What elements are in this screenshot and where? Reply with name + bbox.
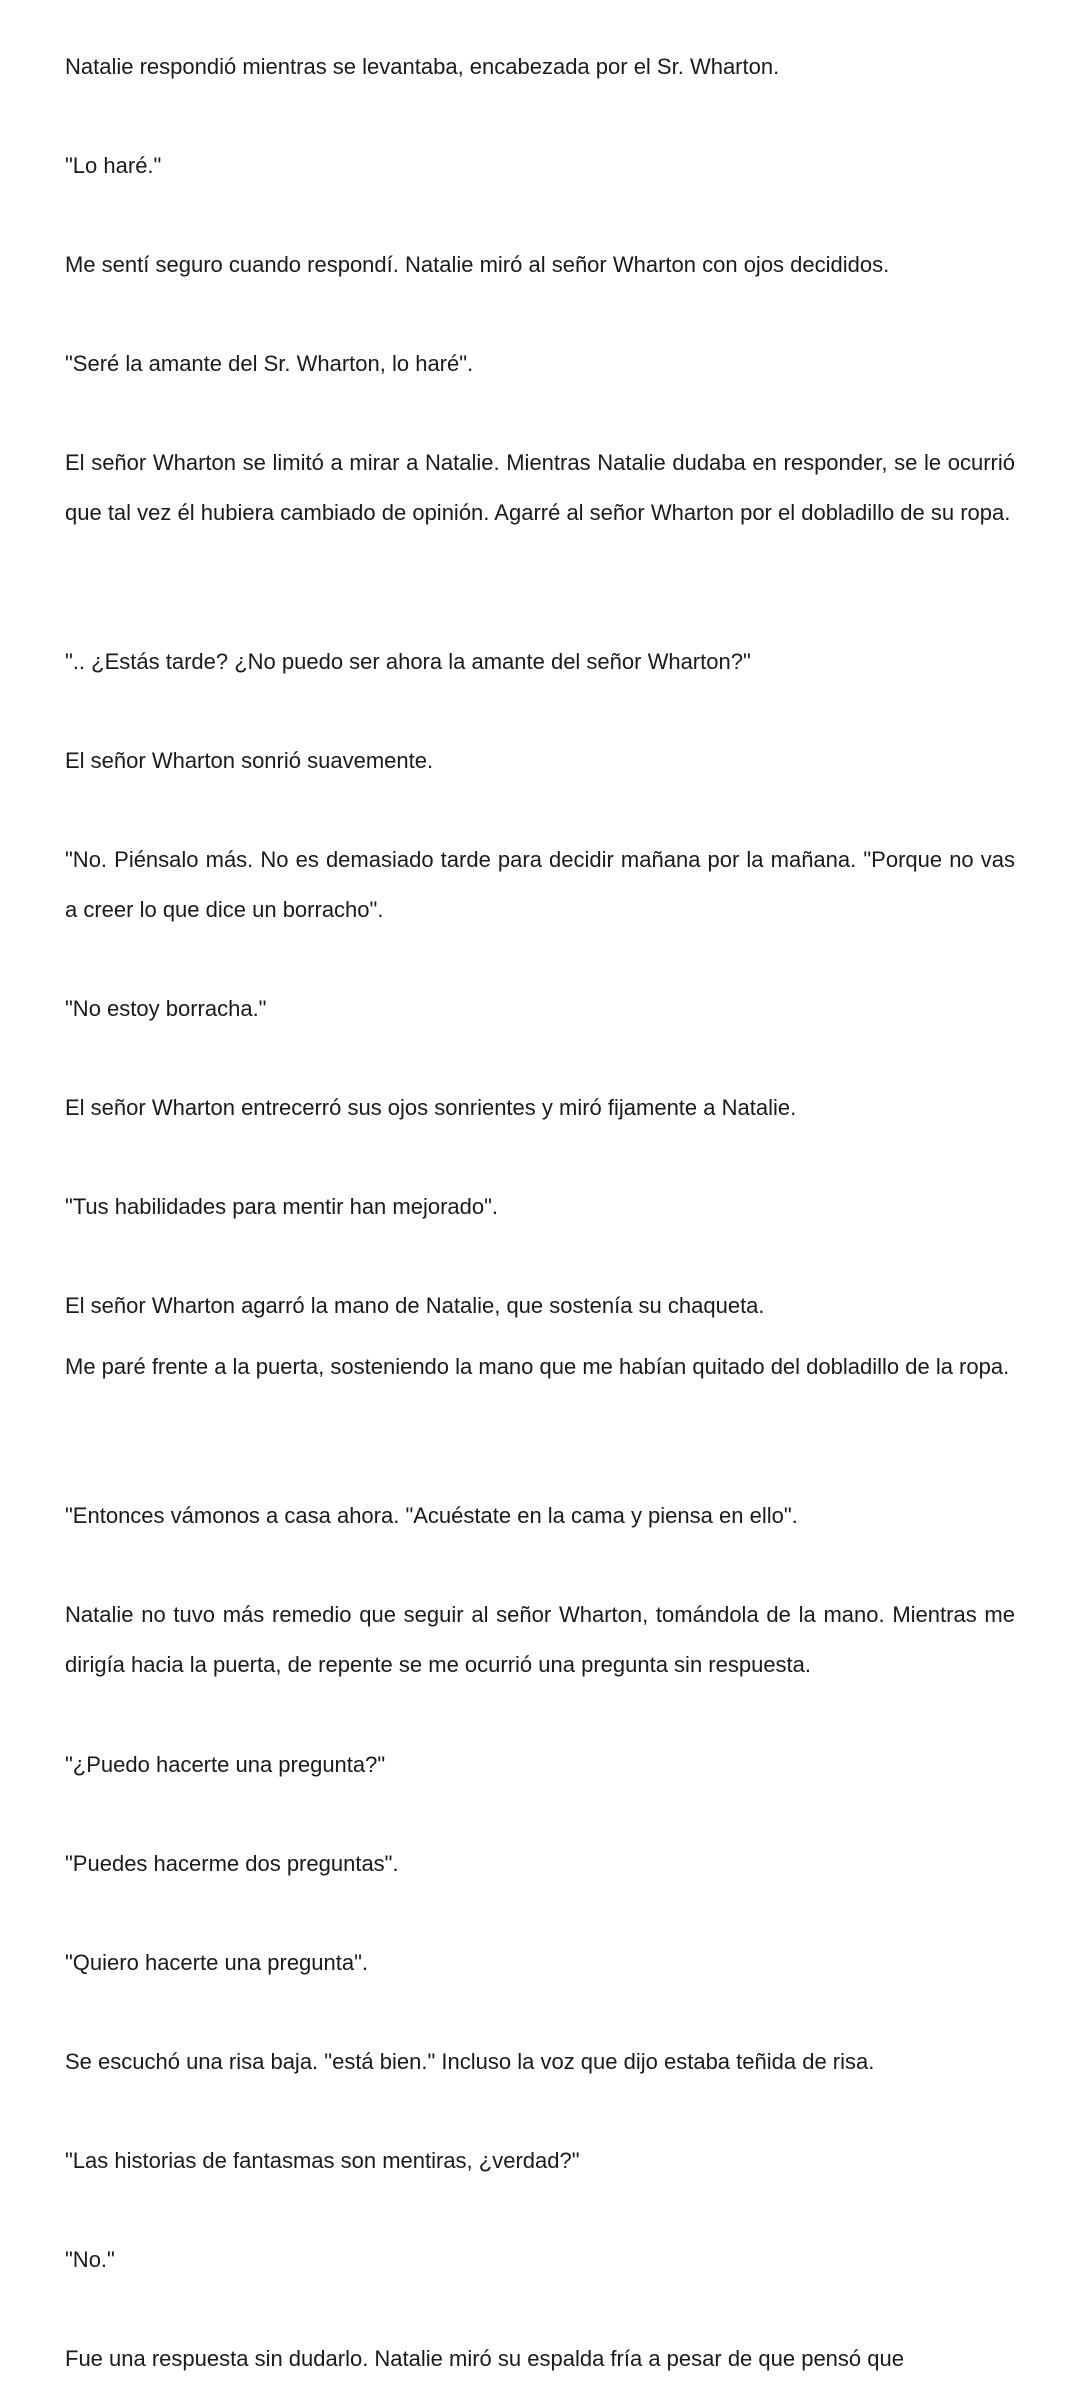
paragraph: Natalie respondió mientras se levantaba, encabezada por el Sr. Wharton.: [65, 54, 780, 79]
paragraph: "¿Puedo hacerte una pregunta?": [65, 1752, 386, 1777]
paragraph: "Puedes hacerme dos preguntas".: [65, 1851, 399, 1876]
paragraph: ".. ¿Estás tarde? ¿No puedo ser ahora la amante del señor Wharton?": [65, 649, 751, 674]
paragraph: "Seré la amante del Sr. Wharton, lo haré".: [65, 351, 474, 376]
paragraph: "Lo haré.": [65, 153, 162, 178]
paragraph: "Quiero hacerte una pregunta".: [65, 1950, 369, 1975]
paragraph: "Las historias de fantasmas son mentiras, ¿verdad?": [65, 2148, 580, 2173]
paragraph: El señor Wharton se limitó a mirar a Natalie. Mientras Natalie dudaba en responder, se le ocurrió que tal vez él hubiera cambiado de opinión. Agarré al señor Wharton por el dobladillo de su ropa.: [65, 450, 1015, 525]
paragraph: "No. Piénsalo más. No es demasiado tarde para decidir mañana por la mañana. "Porque no vas a creer lo que dice un borracho".: [65, 847, 1015, 922]
paragraph: Natalie no tuvo más remedio que seguir al señor Wharton, tomándola de la mano. Mientras me dirigía hacia la puerta, de repente se me ocurrió una pregunta sin respuesta.: [65, 1602, 1015, 1677]
paragraph: Se escuchó una risa baja. "está bien." Incluso la voz que dijo estaba teñida de risa.: [65, 2049, 875, 2074]
paragraph: "No estoy borracha.": [65, 996, 267, 1021]
paragraph: El señor Wharton sonrió suavemente.: [65, 748, 434, 773]
paragraph: "No.": [65, 2247, 115, 2272]
paragraph: "Tus habilidades para mentir han mejorado".: [65, 1194, 499, 1219]
paragraph: Fue una respuesta sin dudarlo. Natalie miró su espalda fría a pesar de que pensó que: [65, 2346, 904, 2371]
paragraph: Me sentí seguro cuando respondí. Natalie miró al señor Wharton con ojos decididos.: [65, 252, 890, 277]
paragraph: Me paré frente a la puerta, sosteniendo la mano que me habían quitado del dobladillo de la ropa.: [65, 1354, 1010, 1379]
paragraph: El señor Wharton agarró la mano de Natalie, que sostenía su chaqueta.: [65, 1293, 765, 1318]
paragraph: "Entonces vámonos a casa ahora. "Acuéstate en la cama y piensa en ello".: [65, 1503, 798, 1528]
paragraph: El señor Wharton entrecerró sus ojos sonrientes y miró fijamente a Natalie.: [65, 1095, 797, 1120]
